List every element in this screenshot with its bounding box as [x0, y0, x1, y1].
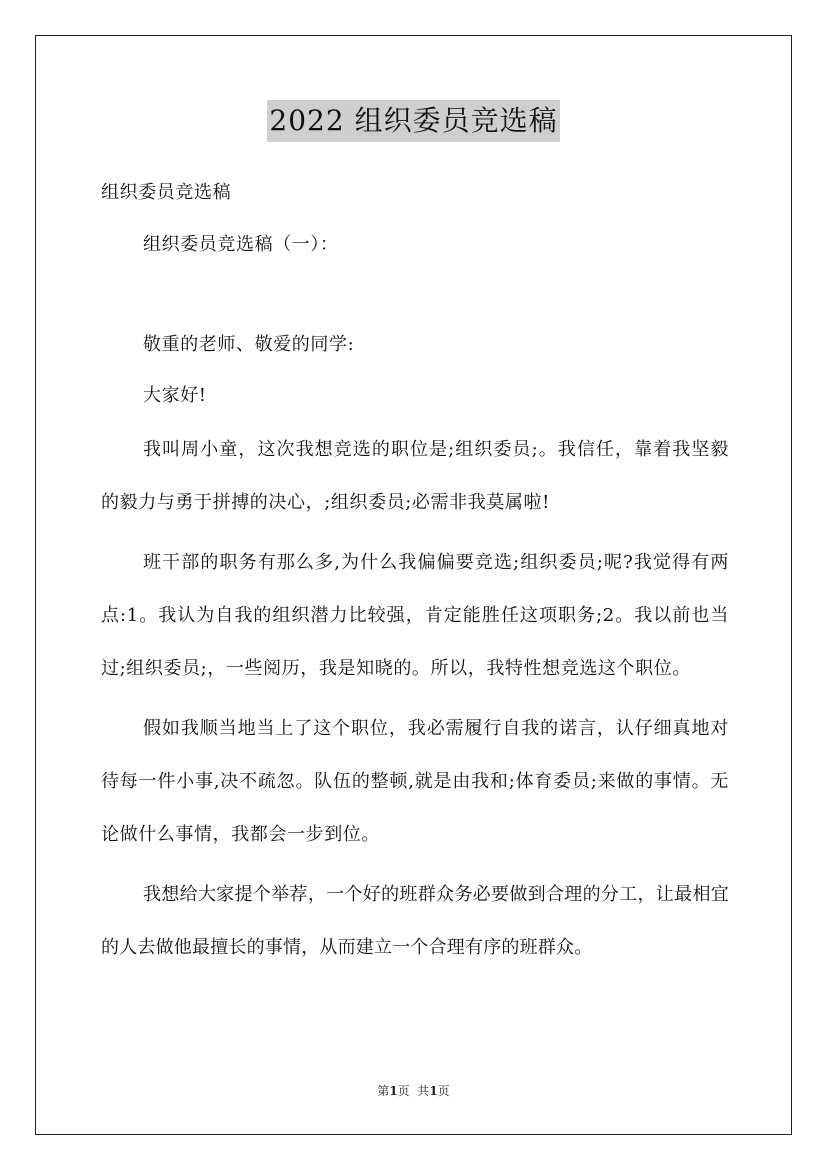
page-footer — [0, 1082, 827, 1099]
footer-page-current: 1 — [389, 1084, 398, 1098]
footer-page-total: 1 — [429, 1084, 438, 1098]
footer-prefix: 第 — [377, 1084, 390, 1098]
section-heading: 组织委员竞选稿（一）： — [143, 234, 339, 255]
blank-spacer — [101, 262, 729, 324]
hello-line: 大家好! — [143, 385, 207, 406]
footer-suffix: 页 — [437, 1084, 450, 1098]
document-subtitle: 组织委员竞选稿 — [101, 182, 232, 203]
greeting-line: 敬重的老师、敬爱的同学: — [143, 334, 355, 355]
paragraph-4: 我想给大家提个举荐，一个好的班群众务必要做到合理的分工，让最相宜的人去做他最擅长的事情，从而建立一个合理有序的班群众。 — [101, 884, 729, 958]
document-title: 2022 组织委员竞选稿 — [267, 100, 559, 142]
footer-mid: 页 共 — [397, 1084, 430, 1098]
title-container — [0, 100, 827, 142]
paragraph-2: 班干部的职务有那么多,为什么我偏偏要竞选;组织委员;呢?我觉得有两点:1。我认为自我的组织潜力比较强，肯定能胜任这项职务;2。我以前也当过;组织委员;，一些阅历，我是知晓的。所以，我特性想竞选这个职位。 — [101, 552, 729, 679]
paragraph-3: 假如我顺当地当上了这个职位，我必需履行自我的诺言，认仔细真地对待每一件小事,决不疏忽。队伍的整顿,就是由我和;体育委员;来做的事情。无论做什么事情，我都会一步到位。 — [101, 718, 729, 845]
paragraph-1: 我叫周小童，这次我想竞选的职位是;组织委员;。我信任，靠着我坚毅的毅力与勇于拼搏的决心，;组织委员;必需非我莫属啦! — [101, 439, 729, 513]
document-body — [101, 176, 729, 974]
